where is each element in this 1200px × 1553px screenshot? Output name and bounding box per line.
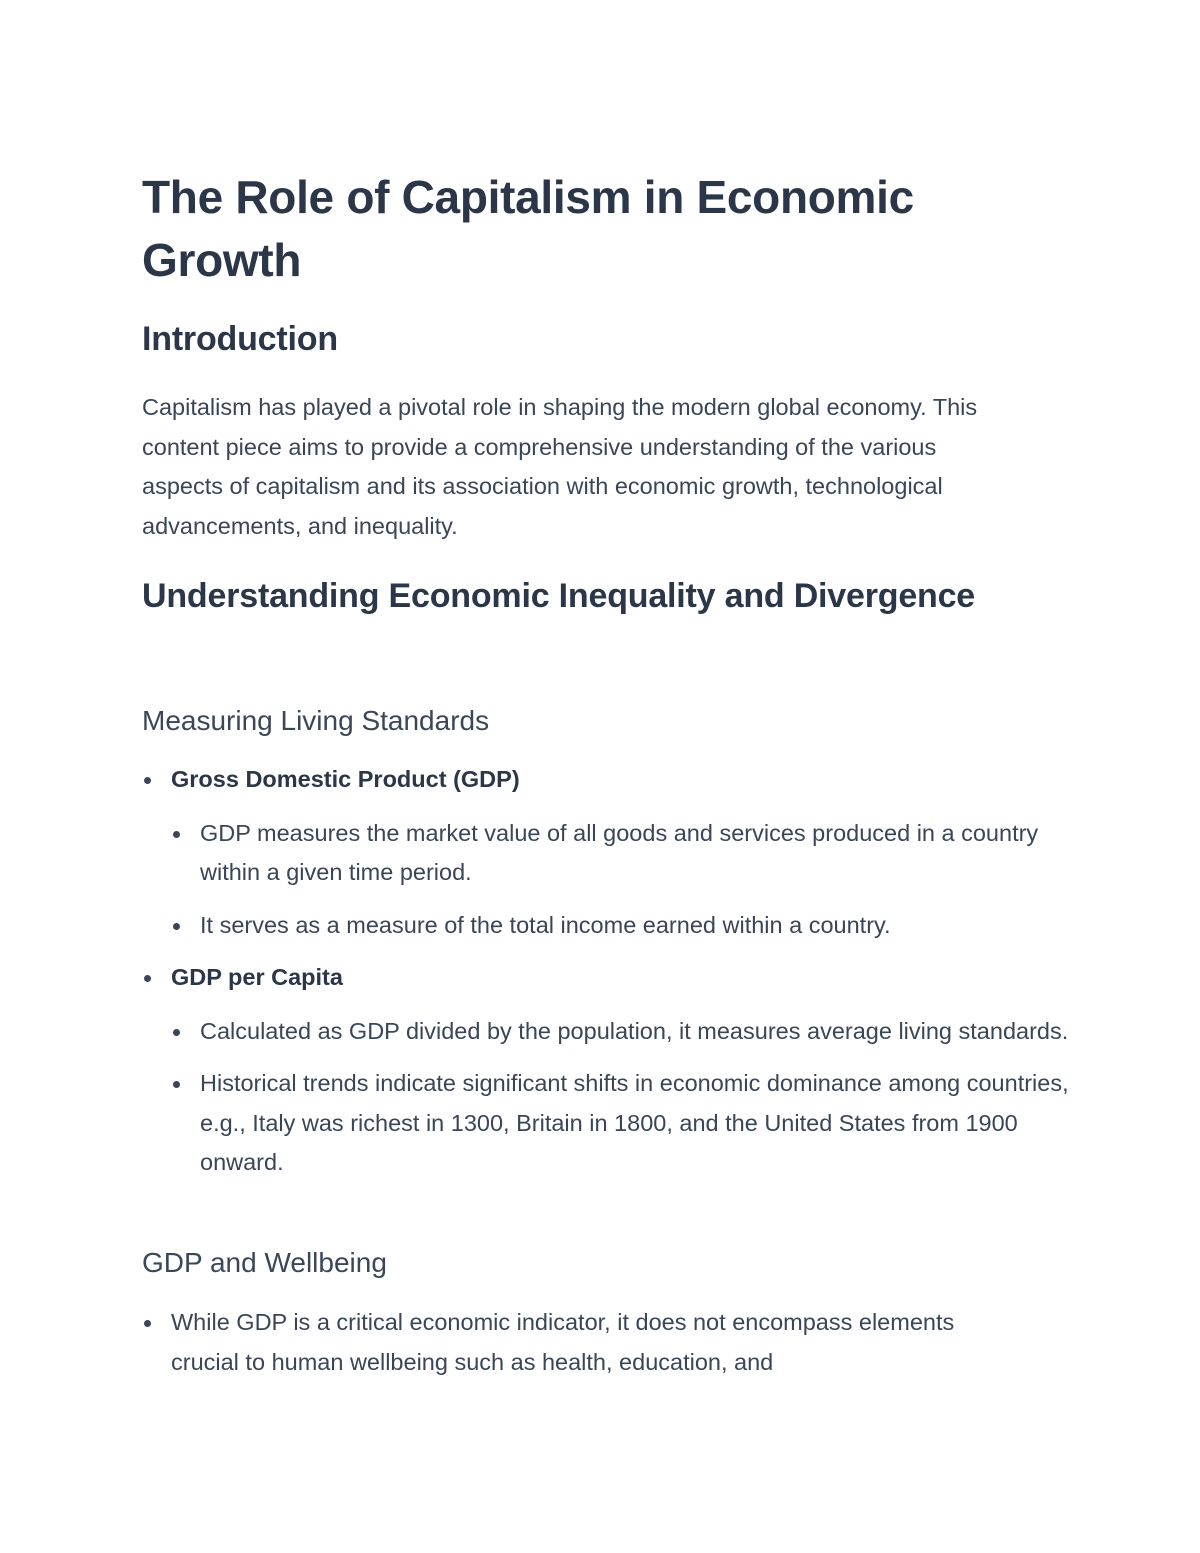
subsection-heading-gdp-wellbeing: GDP and Wellbeing bbox=[142, 1247, 387, 1278]
introduction-paragraph: Capitalism has played a pivotal role in shaping the modern global economy. This content piece aims to provide a comprehensive understanding of the various aspects of capitalism and its association with economic growth, technological advancements, and inequality. bbox=[142, 394, 978, 539]
gdp-wellbeing-list bbox=[142, 1303, 1022, 1382]
document-title: The Role of Capitalism in Economic Growth bbox=[142, 171, 914, 286]
list-item: Calculated as GDP divided by the population, it measures average living standards. bbox=[171, 1012, 1072, 1052]
list-item-label: Gross Domestic Product (GDP) bbox=[171, 766, 520, 792]
list-item: While GDP is a critical economic indicator, it does not encompass elements crucial to human wellbeing such as health, education, and bbox=[142, 1303, 1022, 1382]
list-item bbox=[142, 958, 1072, 1183]
subsection-heading-living-standards: Measuring Living Standards bbox=[142, 705, 490, 736]
section-heading-inequality: Understanding Economic Inequality and Divergence bbox=[142, 577, 976, 615]
list-item-label: GDP per Capita bbox=[171, 964, 343, 990]
introduction-heading: Introduction bbox=[142, 320, 338, 358]
list-item: Historical trends indicate significant shifts in economic dominance among countries, e.g., Italy was richest in 1300, Britain in 1800, and the United States from 1900 onward. bbox=[171, 1064, 1072, 1183]
living-standards-list bbox=[142, 760, 1072, 1183]
list-item bbox=[142, 760, 1072, 945]
list-item: GDP measures the market value of all goods and services produced in a country within a given time period. bbox=[171, 814, 1072, 893]
list-item: It serves as a measure of the total income earned within a country. bbox=[171, 906, 1072, 946]
